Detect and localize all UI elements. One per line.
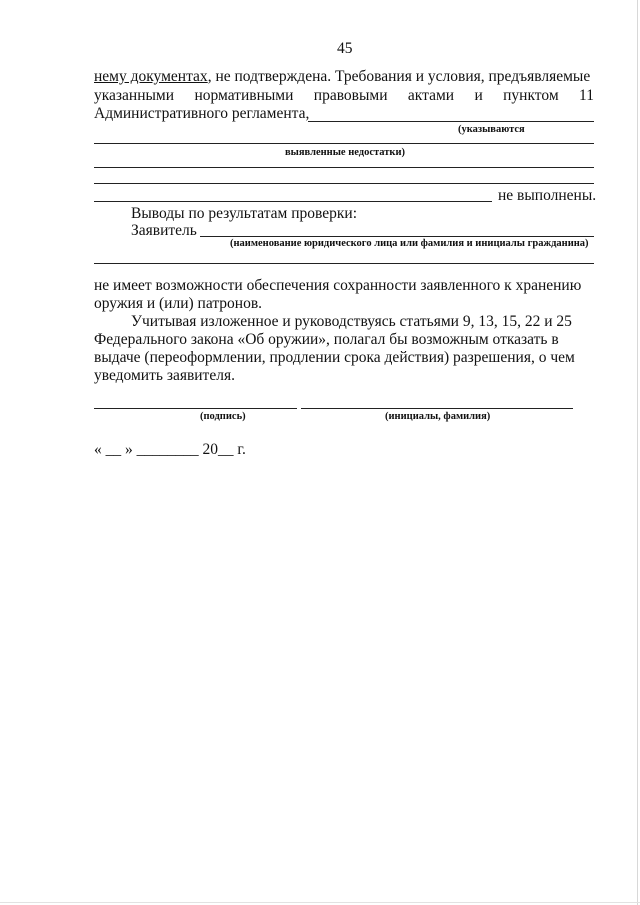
signature-line[interactable] [94, 408, 297, 409]
ne-vypolneny: не выполнены. [498, 187, 597, 204]
applicant-blank-line[interactable] [200, 236, 594, 237]
scan-edge-bottom [0, 902, 640, 903]
caption-ukazyvayutsya: (указываются [458, 124, 525, 135]
applicant-label: Заявитель [131, 222, 197, 239]
blank-line-3[interactable] [94, 183, 594, 184]
para2-line1: не имеет возможности обеспечения сохранности заявленного к хранению [94, 277, 582, 294]
para2-line2: оружия и (или) патронов. [94, 295, 263, 312]
para1-line2 [94, 87, 594, 105]
para3-line2: Федерального закона «Об оружии», полагал бы возможным отказать в [94, 331, 559, 348]
para3-line4: уведомить заявителя. [94, 367, 235, 384]
word: нормативными [194, 87, 294, 104]
blank-line-1[interactable] [94, 143, 594, 144]
word: актами [407, 87, 455, 104]
date-line: « __ » ________ 20__ г. [94, 441, 246, 458]
underlined-phrase: нему документах [94, 68, 208, 85]
conclusions-label: Выводы по результатам проверки: [131, 205, 358, 222]
para1-line1-rest: , не подтверждена. Требования и условия, предъявляемые [207, 68, 591, 85]
word: указанными [94, 87, 175, 104]
word: правовыми [313, 87, 388, 104]
para3-line3: выдаче (переоформлении, продлении срока действия) разрешения, о чем [94, 349, 575, 366]
word: пунктом [503, 87, 559, 104]
blank-line-2[interactable] [94, 167, 594, 168]
caption-signature: (подпись) [200, 411, 246, 422]
scan-edge-right [637, 0, 638, 905]
word: 11 [579, 87, 594, 104]
caption-name: (инициалы, фамилия) [385, 411, 491, 422]
applicant-blank-line-2[interactable] [94, 263, 594, 264]
caption-applicant: (наименование юридического лица или фамилия и инициалы гражданина) [230, 238, 589, 249]
word: и [474, 87, 483, 104]
para3-line1: Учитывая изложенное и руководствуясь статьями 9, 13, 15, 22 и 25 [131, 313, 572, 330]
para1-line1 [94, 68, 590, 86]
caption-nedostatki: выявленные недостатки) [285, 147, 406, 158]
name-line[interactable] [301, 408, 573, 409]
blank-line-regulation[interactable] [308, 121, 594, 122]
page-number: 45 [337, 40, 353, 57]
para1-line3: Административного регламента, [94, 105, 310, 122]
blank-line-4[interactable] [94, 201, 492, 202]
